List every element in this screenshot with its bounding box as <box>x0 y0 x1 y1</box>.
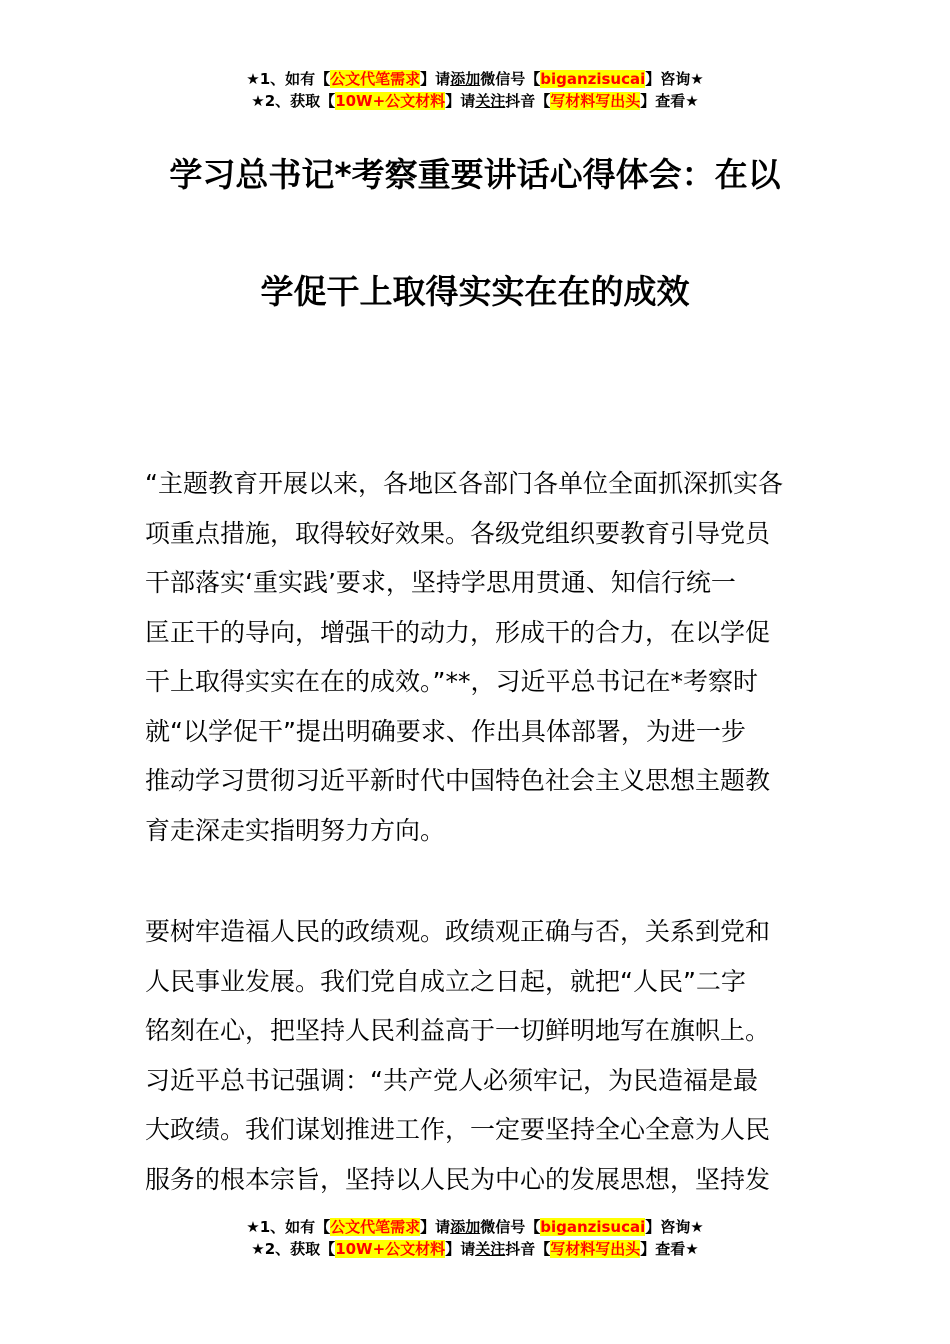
text-line: 铭刻在心，把坚持人民利益高于一切鲜明地写在旗帜上。 <box>145 1016 771 1045</box>
ad-highlight: 10W+公文材料 <box>335 1240 446 1258</box>
ad-text: 】查看★ <box>640 92 699 110</box>
ad-text: 】咨询★ <box>645 70 704 88</box>
ad-text: 微信号【 <box>480 1218 541 1236</box>
ad-highlight: 10W+公文材料 <box>335 92 446 110</box>
ad-underline: 关注 <box>475 92 506 110</box>
text-line: 干部落实‘重实践’要求，坚持学思用贯通、知信行统一 <box>145 568 736 597</box>
ad-douyin-id: 写材料写出头 <box>550 92 641 110</box>
text-line: 服务的根本宗旨，坚持以人民为中心的发展思想，坚持发 <box>145 1164 771 1194</box>
ad-text: 】咨询★ <box>645 1218 704 1236</box>
text-line: “主题教育开展以来，各地区各部门各单位全面抓深抓实各 <box>145 469 783 498</box>
ad-text: 】请 <box>420 70 451 88</box>
ad-underline: 添加 <box>450 1218 481 1236</box>
ad-wechat-id: biganzisucai <box>540 70 646 88</box>
ad-text: ★1、如有【 <box>246 1218 331 1236</box>
document-title-line-1: 学习总书记*考察重要讲话心得体会：在以 <box>169 155 781 194</box>
ad-text: 抖音【 <box>505 92 551 110</box>
ad-highlight: 公文代笔需求 <box>330 1218 421 1236</box>
footer-ad-line-2 <box>0 1238 950 1260</box>
ad-text: 】请 <box>445 1240 476 1258</box>
body-paragraph-1 <box>145 459 815 855</box>
footer-ad-line-1 <box>0 1216 950 1238</box>
text-line: 项重点措施，取得较好效果。各级党组织要教育引导党员 <box>145 518 771 548</box>
text-line: 匡正干的导向，增强干的动力，形成干的合力，在以学促 <box>145 617 771 647</box>
ad-text: 抖音【 <box>505 1240 551 1258</box>
ad-douyin-id: 写材料写出头 <box>550 1240 641 1258</box>
text-line: 习近平总书记强调：“共产党人必须牢记，为民造福是最 <box>145 1065 758 1095</box>
header-ad-line-2 <box>0 90 950 112</box>
ad-text: 微信号【 <box>480 70 541 88</box>
text-line: 育走深走实指明努力方向。 <box>145 815 446 845</box>
header-ad-line-1 <box>0 68 950 90</box>
ad-text: ★2、获取【 <box>251 92 336 110</box>
text-line: 推动学习贯彻习近平新时代中国特色社会主义思想主题教 <box>145 766 771 795</box>
body-paragraph-2 <box>145 907 815 1204</box>
ad-wechat-id: biganzisucai <box>540 1218 646 1236</box>
document-title-line-2: 学促干上取得实实在在的成效 <box>260 272 690 311</box>
text-line: 干上取得实实在在的成效。”**，习近平总书记在*考察时 <box>145 667 758 696</box>
ad-underline: 添加 <box>450 70 481 88</box>
ad-text: 】查看★ <box>640 1240 699 1258</box>
text-line: 要树牢造福人民的政绩观。政绩观正确与否，关系到党和 <box>145 917 771 946</box>
header-ad <box>0 68 950 112</box>
text-line: 人民事业发展。我们党自成立之日起，就把“人民”二字 <box>145 966 746 996</box>
footer-ad <box>0 1216 950 1260</box>
ad-text: 】请 <box>420 1218 451 1236</box>
ad-highlight: 公文代笔需求 <box>330 70 421 88</box>
text-line: 就“以学促干”提出明确要求、作出具体部署，为进一步 <box>145 716 746 746</box>
ad-text: 】请 <box>445 92 476 110</box>
ad-text: ★2、获取【 <box>251 1240 336 1258</box>
ad-text: ★1、如有【 <box>246 70 331 88</box>
text-line: 大政绩。我们谋划推进工作，一定要坚持全心全意为人民 <box>145 1115 771 1144</box>
ad-underline: 关注 <box>475 1240 506 1258</box>
